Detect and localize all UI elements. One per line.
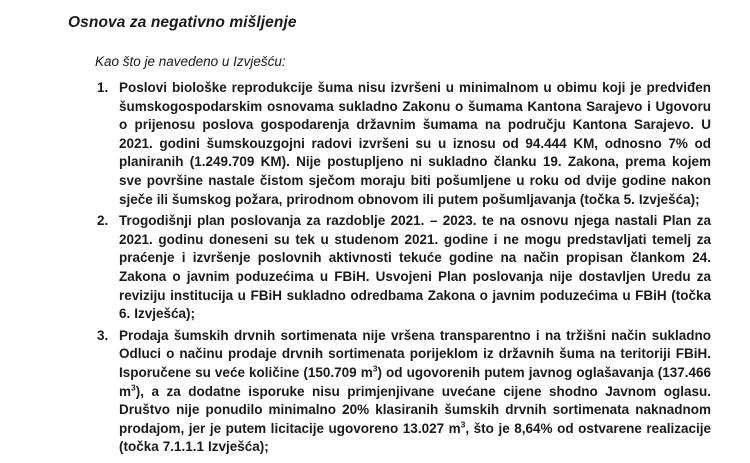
item-number: 2.	[97, 213, 109, 229]
superscript-unit: 3	[460, 419, 466, 430]
item-text-part: , što je 8,64% od ostvarene realizacije (točka 7.1.1.1 Izvješća);	[119, 420, 711, 455]
item-number: 1.	[97, 80, 109, 95]
intro-text: Kao što je navedeno u Izvješću:	[95, 54, 286, 69]
item-text-part: Prodaja šumskih drvnih sortimenata nije vršena transparentno i na tržišni način sukladno Odluci o načinu prodaje drvnih sortimenata porijeklom iz državnih šuma na teritoriji FBiH. Isporučene su veće količine (150.709 m	[119, 327, 711, 380]
findings-list	[0, 79, 750, 460]
item-text: Trogodišnji plan poslovanja za razdoblje 2021. – 2023. te na osnovu njega nastali Plan za 2021. godinu doneseni su tek u studenom 2021. godine i ne mogu predstavljati temelj za praćenje i izvršenje poslovnih aktivnosti tekuće godine na način propisan člankom 24. Zakona o javnim poduzećima u FBiH. Usvojeni Plan poslovanja nije dostavljen Uredu za reviziju institucija u FBiH sukladno odredbama Zakona o javnim poduzećima u FBiH (točka 6. Izvješća);	[119, 213, 711, 322]
item-text	[119, 327, 711, 457]
item-number: 3.	[97, 327, 109, 343]
superscript-unit: 3	[131, 382, 136, 392]
section-heading: Osnova za negativno mišljenje	[68, 14, 297, 31]
item-text-part: ), a za dodatne isporuke nisu primjenjivane uvećane cijene shodno Javnom oglasu. Društvo nije ponudilo minimalno 20% klasiranih šumskih drvnih sortimenata naknadnom prodajom, jer je putem licitacije ugovoreno 13.027 m	[119, 383, 711, 436]
superscript-unit: 3	[372, 363, 378, 374]
list-item	[0, 327, 750, 457]
list-item	[0, 212, 750, 324]
list-item	[0, 79, 750, 209]
item-text-part: ) od ugovorenih putem javnog oglašavanja (137.466 m	[119, 364, 711, 399]
item-text: Poslovi biološke reprodukcije šuma nisu izvršeni u minimalnom u obimu koji je predviđen šumskogospodarskim osnovama sukladno Zakonu o šumama Kantona Sarajevo i Ugovoru o prijenosu poslova gospodarenja državnim šumama na području Kantona Sarajevo. U 2021. godini šumskouzgojni radovi izvršeni su u iznosu od 94.444 KM, odnosno 7% od planiranih (1.249.709 KM). Nije postupljeno ni sukladno članku 19. Zakona, prema kojem sve površine nastale čistom sječom moraju biti pošumljene u roku od dvije godine nakon sječe ili šumskog požara, prirodnom obnovom ili putem pošumljavanja (točka 5. Izvješća);	[119, 80, 711, 207]
